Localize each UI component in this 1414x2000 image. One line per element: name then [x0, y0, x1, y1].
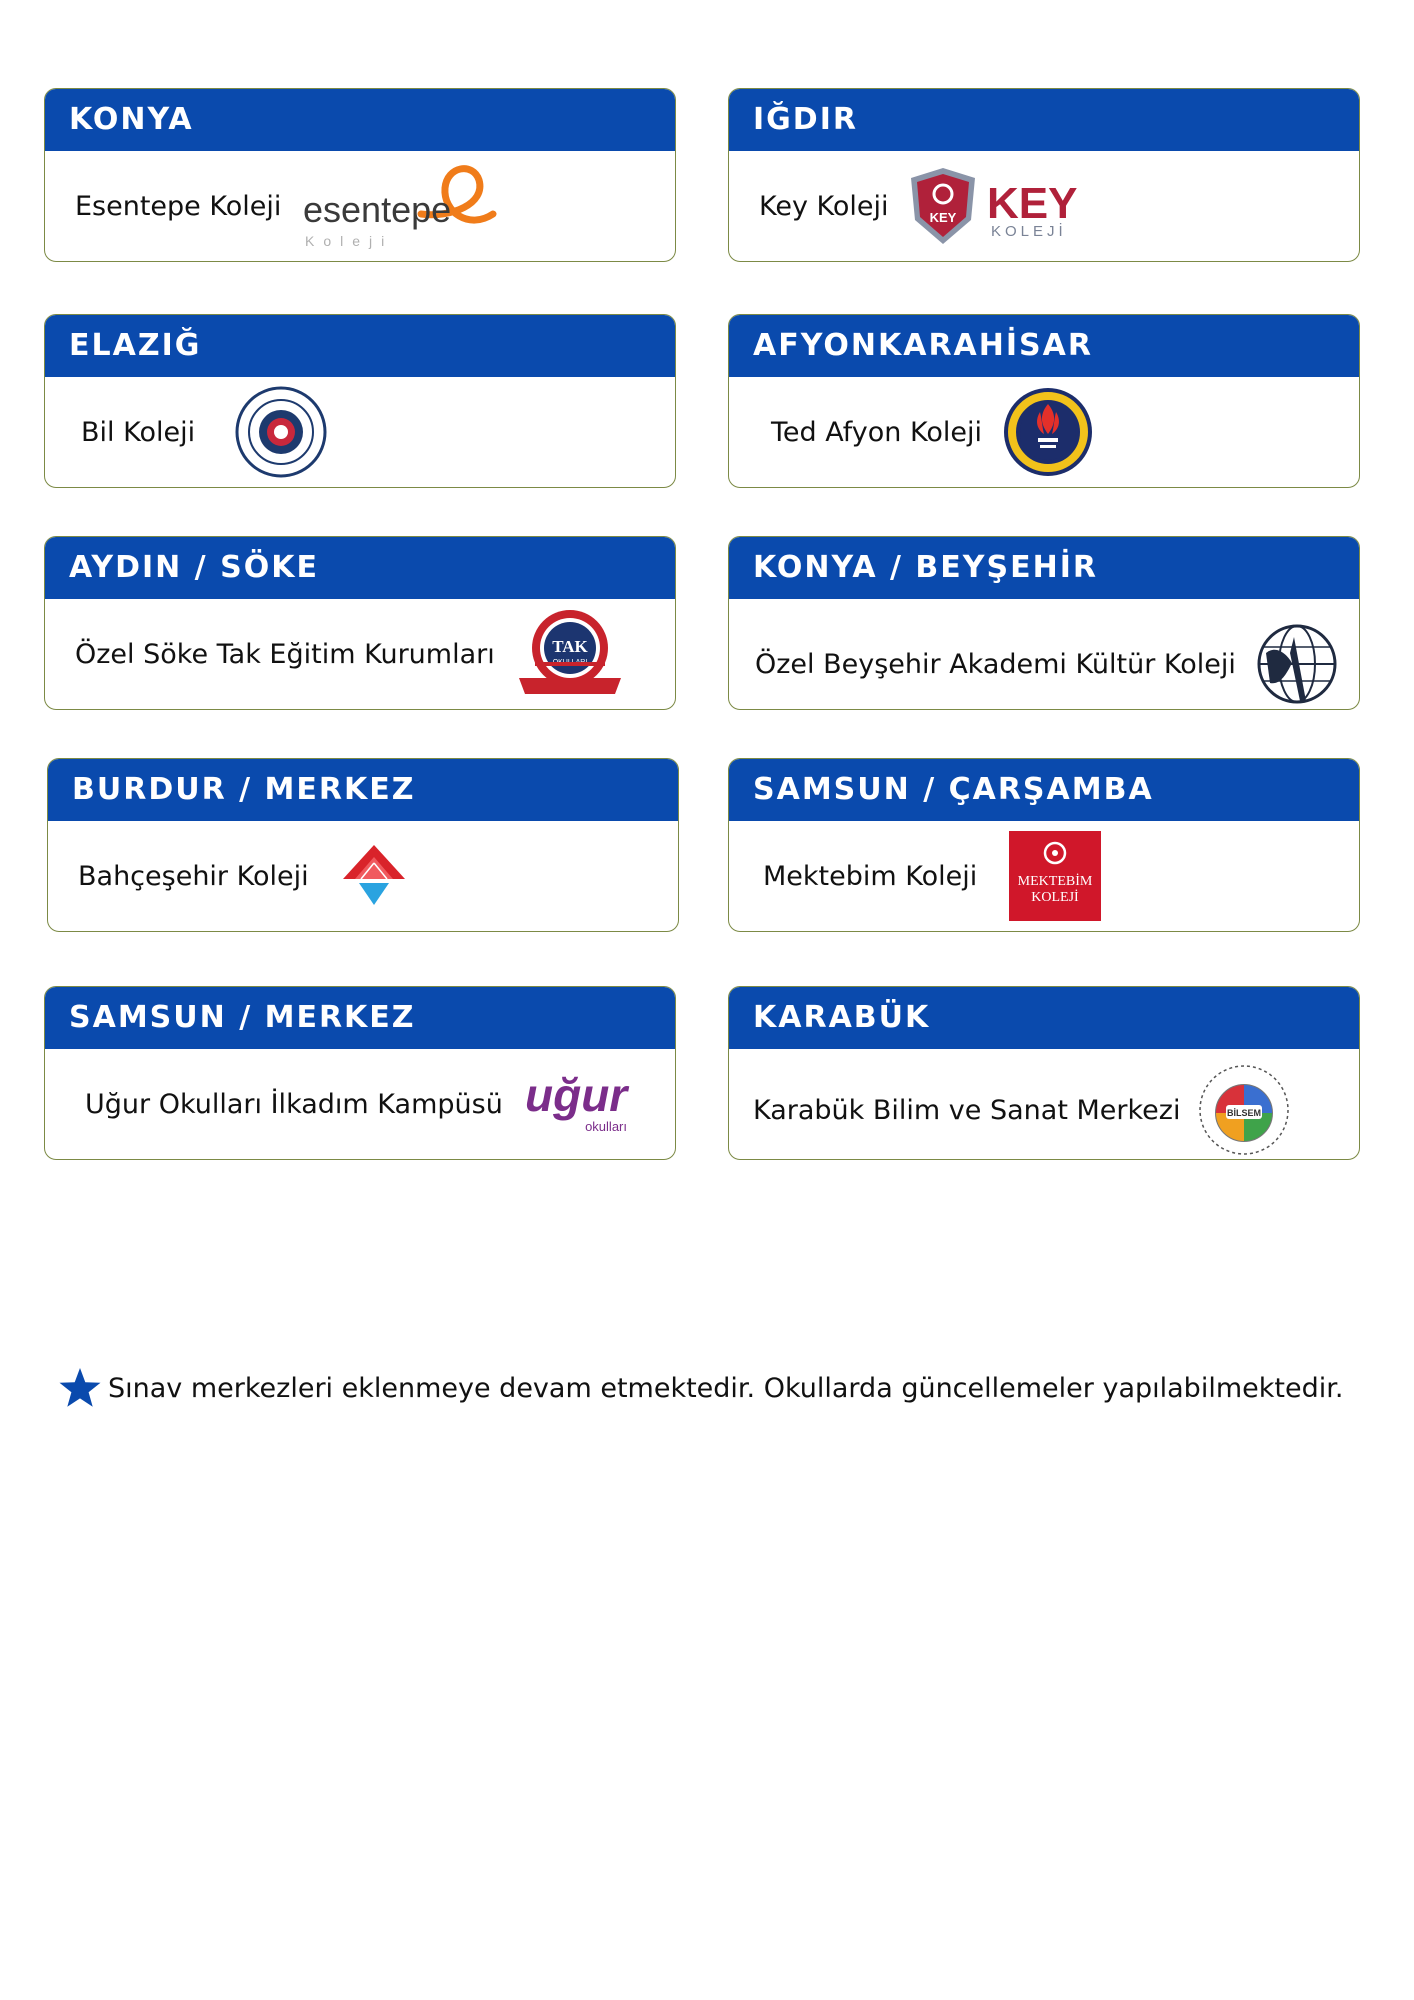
- star-icon: [58, 1366, 102, 1410]
- logo-word: esentepe: [303, 189, 452, 230]
- key-logo: [909, 164, 1079, 248]
- card-karabuk: [728, 986, 1360, 1160]
- school-name: Key Koleji: [759, 190, 889, 222]
- logo-sub: KOLEJİ: [1031, 890, 1079, 905]
- card-aydin-soke: [44, 536, 676, 710]
- school-name: Bahçeşehir Koleji: [78, 860, 309, 892]
- esentepe-logo: [301, 156, 501, 256]
- bahcesehir-logo: [341, 843, 407, 909]
- card-region: SAMSUN / MERKEZ: [45, 987, 675, 1049]
- card-igdir: [728, 88, 1360, 262]
- logo-word: KEY: [986, 179, 1078, 228]
- logo-sub: KOLEJİ: [990, 223, 1067, 240]
- card-region: KARABÜK: [729, 987, 1359, 1049]
- card-region: KONYA / BEYŞEHİR: [729, 537, 1359, 599]
- logo-word: MEKTEBİM: [1017, 874, 1093, 889]
- card-region: KONYA: [45, 89, 675, 151]
- card-region: AFYONKARAHİSAR: [729, 315, 1359, 377]
- card-elazig: [44, 314, 676, 488]
- card-region: IĞDIR: [729, 89, 1359, 151]
- logo-sub: Koleji: [305, 233, 394, 249]
- school-name: Esentepe Koleji: [75, 190, 282, 222]
- globe-logo: [1256, 623, 1338, 705]
- card-samsun-carsamba: [728, 758, 1360, 932]
- card-region: ELAZIĞ: [45, 315, 675, 377]
- card-konya-beysehir: [728, 536, 1360, 710]
- school-name: Karabük Bilim ve Sanat Merkezi: [753, 1094, 1181, 1126]
- footer-note: [58, 1366, 1343, 1410]
- ugur-logo: [523, 1069, 633, 1139]
- logo-sub: okulları: [584, 1119, 627, 1134]
- bil-koleji-seal: [235, 386, 327, 478]
- card-samsun-merkez: [44, 986, 676, 1160]
- logo-word: uğur: [524, 1069, 628, 1121]
- school-name: Özel Söke Tak Eğitim Kurumları: [75, 638, 495, 670]
- ted-afyon-seal: [1002, 386, 1094, 478]
- card-region: SAMSUN / ÇARŞAMBA: [729, 759, 1359, 821]
- card-region: AYDIN / SÖKE: [45, 537, 675, 599]
- logo-word: BİLSEM: [1227, 1108, 1262, 1118]
- card-afyonkarahisar: [728, 314, 1360, 488]
- tak-okullari-badge: [515, 606, 625, 702]
- svg-text:KEY: KEY: [929, 210, 956, 225]
- footer-note-text: Sınav merkezleri eklenmeye devam etmektedir. Okullarda güncellemeler yapılabilmektedir.: [108, 1372, 1344, 1404]
- school-name: Ted Afyon Koleji: [771, 416, 982, 448]
- school-name: Uğur Okulları İlkadım Kampüsü: [85, 1088, 503, 1120]
- logo-word: TAK: [551, 637, 588, 656]
- school-name: Bil Koleji: [81, 416, 196, 448]
- mektebim-logo: [1009, 831, 1101, 921]
- bilsem-seal: [1192, 1063, 1296, 1157]
- card-konya: [44, 88, 676, 262]
- school-name: Özel Beyşehir Akademi Kültür Koleji: [755, 648, 1236, 680]
- card-burdur-merkez: [47, 758, 679, 932]
- school-name: Mektebim Koleji: [763, 860, 978, 892]
- card-region: BURDUR / MERKEZ: [48, 759, 678, 821]
